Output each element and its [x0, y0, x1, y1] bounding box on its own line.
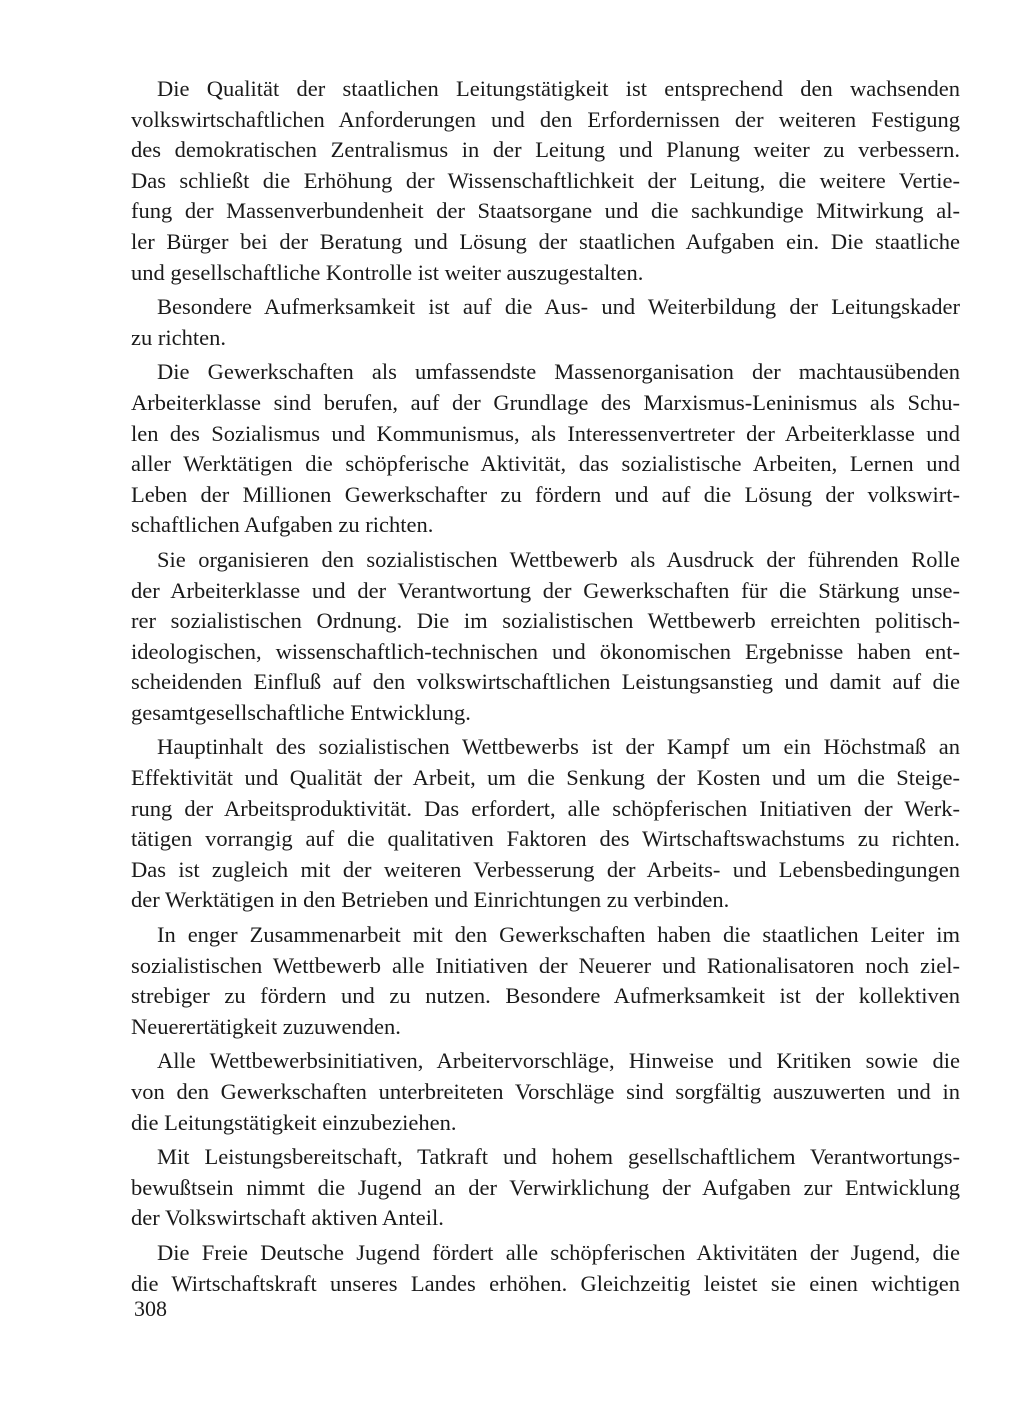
text-line: der Volkswirtschaft aktiven Anteil.: [131, 1205, 444, 1231]
text-line: die Wirtschaftskraft unseres Landes erhöhen. Gleichzeitig leistet sie einen wichtigen: [131, 1270, 960, 1296]
text-line: Die Gewerkschaften als umfassendste Massenorganisation der machtausübenden: [157, 359, 960, 385]
text-line: Effektivität und Qualität der Arbeit, um die Senkung der Kosten und um die Steige-: [131, 765, 960, 791]
text-line: der Arbeiterklasse und der Verantwortung der Gewerkschaften für die Stärkung unse-: [131, 577, 960, 603]
text-line: des demokratischen Zentralismus in der Leitung und Planung weiter zu verbessern.: [131, 137, 960, 163]
text-line: Die Qualität der staatlichen Leitungstätigkeit ist entsprechend den wachsenden: [157, 76, 960, 101]
text-line: Hauptinhalt des sozialistischen Wettbewerbs ist der Kampf um ein Höchstmaß an: [157, 734, 960, 760]
text-line: ler Bürger bei der Beratung und Lösung der staatlichen Aufgaben ein. Die staatliche: [131, 228, 960, 254]
text-line: tätigen vorrangig auf die qualitativen Faktoren des Wirtschaftswachstums zu richten.: [131, 826, 960, 852]
text-line: die Leitungstätigkeit einzubeziehen.: [131, 1109, 457, 1135]
paragraph: [131, 1046, 960, 1138]
paragraph: [131, 357, 960, 541]
text-line: ideologischen, wissenschaftlich-technischen und ökonomischen Ergebnisse haben ent-: [131, 638, 960, 664]
text-line: len des Sozialismus und Kommunismus, als Interessenvertreter der Arbeiterklasse und: [131, 420, 960, 446]
page-body: [131, 74, 960, 1303]
text-line: und gesellschaftliche Kontrolle ist weiter auszugestalten.: [131, 259, 644, 285]
text-line: sozialistischen Wettbewerb alle Initiativen der Neuerer und Rationalisatoren noch ziel-: [131, 952, 960, 978]
text-line: Leben der Millionen Gewerkschafter zu fördern und auf die Lösung der volkswirt-: [131, 481, 960, 507]
paragraph: [131, 732, 960, 916]
page-number: 308: [134, 1296, 167, 1321]
text-line: scheidenden Einfluß auf den volkswirtschaftlichen Leistungsanstieg und damit auf die: [131, 669, 960, 695]
text-line: der Werktätigen in den Betrieben und Einrichtungen zu verbinden.: [131, 887, 730, 913]
text-line: schaftlichen Aufgaben zu richten.: [131, 512, 434, 538]
text-line: Alle Wettbewerbsinitiativen, Arbeitervorschläge, Hinweise und Kritiken sowie die: [157, 1048, 960, 1074]
text-line: von den Gewerkschaften unterbreiteten Vorschläge sind sorgfältig auszuwerten und in: [131, 1079, 960, 1104]
text-line: bewußtsein nimmt die Jugend an der Verwirklichung der Aufgaben zur Entwicklung: [131, 1174, 960, 1200]
paragraph: [131, 292, 960, 353]
text-line: Sie organisieren den sozialistischen Wettbewerb als Ausdruck der führenden Rolle: [157, 546, 960, 572]
paragraph: [131, 545, 960, 729]
text-line: strebiger zu fördern und zu nutzen. Besondere Aufmerksamkeit ist der kollektiven: [131, 983, 960, 1009]
text-line: Arbeiterklasse sind berufen, auf der Grundlage des Marxismus-Leninismus als Schu-: [131, 389, 960, 415]
text-line: rung der Arbeitsproduktivität. Das erfordert, alle schöpferischen Initiativen der Werk-: [131, 795, 960, 821]
paragraph: [131, 1238, 960, 1299]
text-line: aller Werktätigen die schöpferische Aktivität, das sozialistische Arbeiten, Lernen und: [131, 451, 960, 477]
text-line: In enger Zusammenarbeit mit den Gewerkschaften haben die staatlichen Leiter im: [157, 922, 960, 948]
text-line: fung der Massenverbundenheit der Staatsorgane und die sachkundige Mitwirkung al-: [131, 198, 960, 224]
paragraph: [131, 920, 960, 1042]
text-line: Das schließt die Erhöhung der Wissenschaftlichkeit der Leitung, die weitere Vertie-: [131, 167, 960, 193]
text-line: volkswirtschaftlichen Anforderungen und den Erfordernissen der weiteren Festigung: [131, 106, 960, 132]
text-line: Neuerertätigkeit zuzuwenden.: [131, 1013, 401, 1039]
text-line: Die Freie Deutsche Jugend fördert alle schöpferischen Aktivitäten der Jugend, die: [157, 1239, 960, 1265]
text-line: zu richten.: [131, 324, 226, 350]
text-line: Mit Leistungsbereitschaft, Tatkraft und hohem gesellschaftlichem Verantwortungs-: [157, 1144, 960, 1170]
text-line: Besondere Aufmerksamkeit ist auf die Aus- und Weiterbildung der Leitungskader: [157, 294, 960, 320]
paragraph: [131, 1142, 960, 1234]
text-line: Das ist zugleich mit der weiteren Verbesserung der Arbeits- und Lebensbedingungen: [131, 856, 960, 882]
text-line: rer sozialistischen Ordnung. Die im sozialistischen Wettbewerb erreichten politisch-: [131, 608, 960, 634]
text-line: gesamtgesellschaftliche Entwicklung.: [131, 699, 471, 725]
paragraph: [131, 74, 960, 288]
